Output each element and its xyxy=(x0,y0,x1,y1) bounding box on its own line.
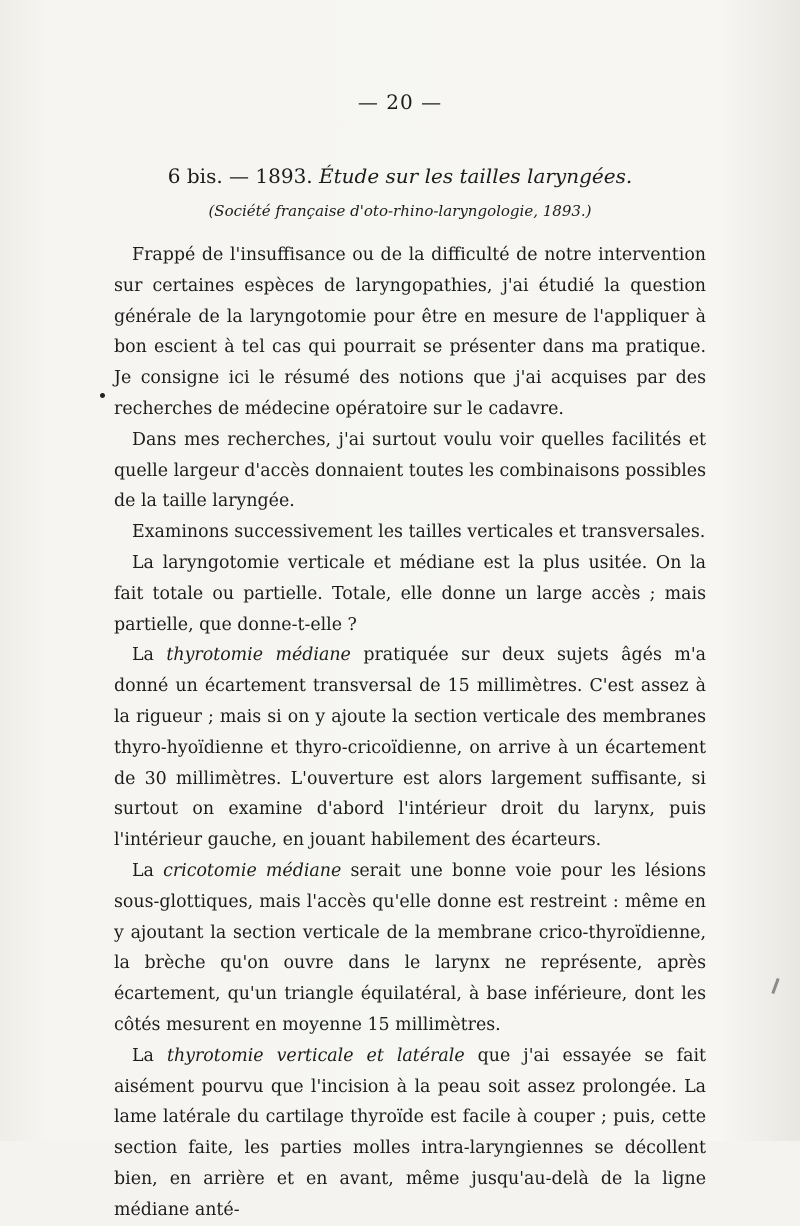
italic-term: cricotomie médiane xyxy=(163,860,342,881)
paragraph-text: Examinons successivement les tailles verticales et transversales. xyxy=(132,522,706,543)
paragraph-text: que j'ai essayée se fait aisément pourvu que l'incision à la peau soit assez prolongée. La lame latérale du cartilage thyroïde est facile à couper ; puis, cette section faite, les parties molles intra-laryngiennes se décollent bien, en arrière et en avant, même jusqu'au-delà de la ligne médiane anté- xyxy=(114,1045,706,1220)
section-citation: (Société française d'oto-rhino-laryngologie, 1893.) xyxy=(208,202,592,220)
paragraph xyxy=(114,856,706,1041)
page-number: — 20 — xyxy=(357,90,443,114)
italic-term: thyrotomie médiane xyxy=(166,645,351,666)
paragraph-text: Frappé de l'insuffisance ou de la difficulté de notre intervention sur certaines espèces de laryngopathies, j'ai étudié la question générale de la laryngotomie pour être en mesure de l'appliquer à bon escient à tel cas qui pourrait se présenter dans ma pratique. Je consigne ici le résumé des notions que j'ai acquises par des recherches de médecine opératoire sur le cadavre. xyxy=(114,245,706,419)
italic-term: thyrotomie verticale et latérale xyxy=(166,1045,465,1066)
paragraph xyxy=(114,1041,706,1226)
paragraph-text: La laryngotomie verticale et médiane est la plus usitée. On la fait totale ou partielle. Totale, elle donne un large accès ; mais partielle, que donne-t-elle ? xyxy=(114,552,706,635)
section-title: Étude sur les tailles laryngées. xyxy=(319,164,633,188)
paragraph-text: La xyxy=(132,645,167,666)
paragraph xyxy=(114,517,706,548)
margin-pencil-mark xyxy=(771,978,779,994)
paragraph xyxy=(114,425,706,517)
section-heading xyxy=(0,164,800,188)
margin-dot-mark xyxy=(100,393,105,398)
paragraph xyxy=(114,640,706,856)
paragraph-text: Dans mes recherches, j'ai surtout voulu voir quelles facilités et quelle largeur d'accès donnaient toutes les combinaisons possibles de la taille laryngée. xyxy=(114,429,706,512)
paragraph-text: pratiquée sur deux sujets âgés m'a donné un écartement transversal de 15 millimètres. C'est assez à la rigueur ; mais si on y ajoute la section verticale des membranes thyro-hyoïdienne et thyro-cricoïdienne, on arrive à un écartement de 30 millimètres. L'ouverture est alors largement suffisante, si surtout on examine d'abord l'intérieur droit du larynx, puis l'intérieur gauche, en jouant habilement des écarteurs. xyxy=(114,645,706,851)
section-number: 6 bis. — 1893. xyxy=(167,164,313,188)
paragraph xyxy=(114,240,706,425)
paragraph-text: serait une bonne voie pour les lésions sous-glottiques, mais l'accès qu'elle donne est restreint : même en y ajoutant la section verticale de la membrane crico-thyroïdienne, la brèche qu'on ouvre dans le larynx ne représente, après écartement, qu'un triangle équilatéral, à base inférieure, dont les côtés mesurent en moyenne 15 millimètres. xyxy=(114,860,706,1035)
paragraph xyxy=(114,548,706,640)
paragraph-text: La xyxy=(132,1045,167,1066)
paragraph-text: La xyxy=(132,860,164,881)
body-text xyxy=(114,240,706,1226)
